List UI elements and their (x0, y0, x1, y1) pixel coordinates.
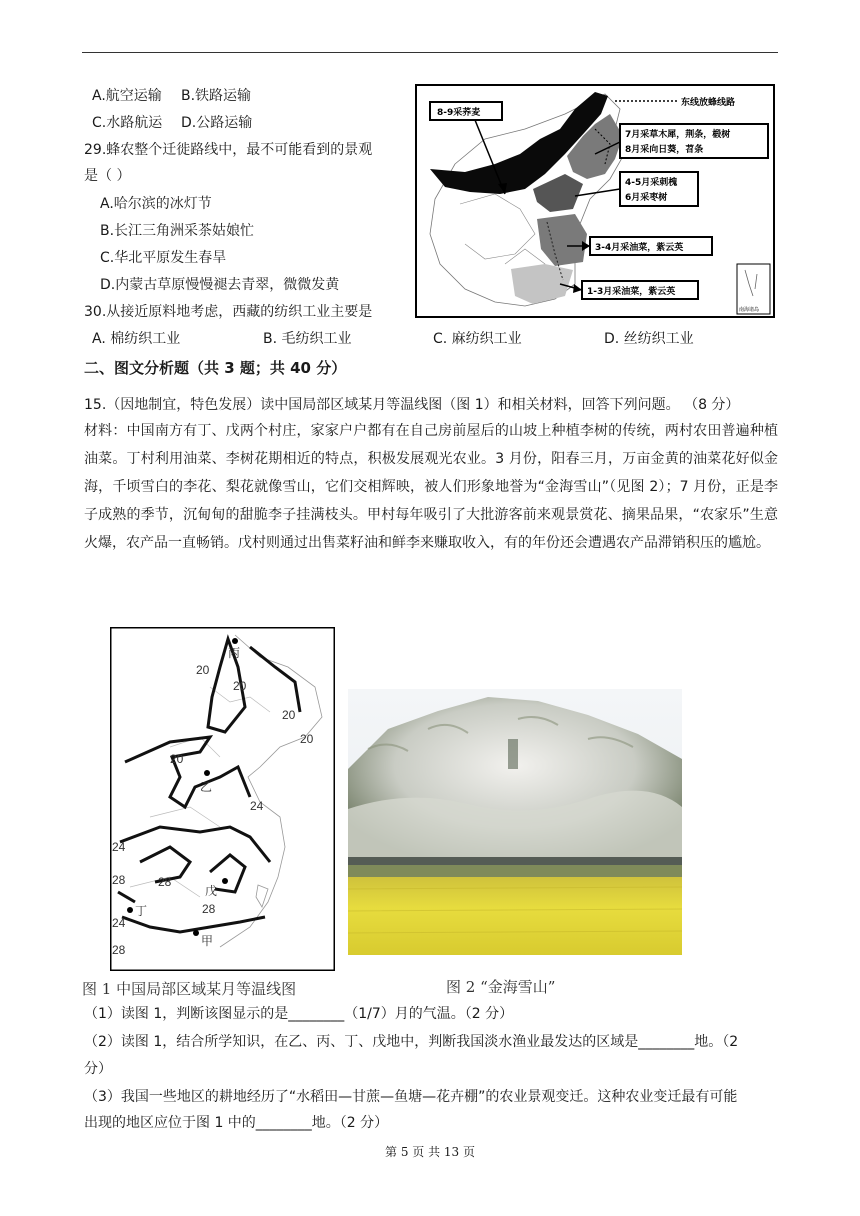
q30-stem: 30.从接近原料地考虑，西藏的纺织工业主要是 (84, 304, 373, 320)
q29-option-a: A.哈尔滨的冰灯节 (100, 196, 212, 212)
place-yi: 乙 (200, 780, 213, 794)
place-wu: 戊 (205, 884, 218, 898)
q28-option-c: C.水路航运 (92, 115, 163, 131)
isotherm-label: 28 (112, 943, 126, 957)
label-buckwheat: 8-9采荞麦 (437, 108, 481, 118)
isotherm-label: 20 (282, 708, 296, 722)
q15-sub2: （2）读图 1，结合所学知识，在乙、丙、丁、戊地中，判断我国淡水渔业最发达的区域是________地。（2 (84, 1034, 739, 1050)
q30-option-d: D. 丝纺织工业 (604, 331, 694, 347)
q28-option-d: D.公路运输 (181, 115, 253, 131)
q28-option-a: A.航空运输 (92, 88, 162, 104)
section-title: 二、图文分析题（共 3 题；共 40 分） (84, 359, 347, 377)
isotherm-label: 20 (170, 752, 184, 766)
label-aug: 8月采向日葵，苕条 (625, 145, 704, 155)
fig2-caption: 图 2 “金海雪山” (446, 978, 556, 996)
isotherm-label: 20 (233, 679, 247, 693)
golden-sea-snow-mountain-photo (348, 689, 682, 955)
label-mar-apr: 3-4月采油菜，紫云英 (595, 243, 684, 253)
q15-material: 材料：中国南方有丁、戊两个村庄，家家户户都有在自己房前屋后的山坡上种植李树的传统，两村农田普遍种植油菜。丁村利用油菜、李树花期相近的特点，积极发展观光农业。3 月份，阳春三月，万亩金黄的油菜花好似金海，千顷雪白的李花、梨花就像雪山，它们交相辉映，被人们形象地誉为“金海雪山”（见图 2）；7 月份，正是李子成熟的季节，沉甸甸的甜脆李子挂满枝头。甲村每年吸引了大批游客前来观景赏花、摘果品果，“农家乐”生意火爆，农产品一直畅销。戊村则通过出售菜籽油和鲜李来赚取收入，有的年份还会遭遇农产品滞销积压的尴尬。 (84, 423, 778, 551)
label-apr-may: 4-5月采刺槐 (625, 178, 678, 188)
label-jul: 7月采草木犀，荆条，椴树 (625, 130, 731, 140)
q29-option-b: B.长江三角洲采茶姑娘忙 (100, 223, 255, 239)
q30-option-a: A. 棉纺织工业 (92, 331, 181, 347)
q15-sub3-cont: 出现的地区应位于图 1 中的________地。（2 分） (84, 1115, 389, 1131)
q15-sub3: （3）我国一些地区的耕地经历了“水稻田—甘蔗—鱼塘—花卉棚”的农业景观变迁。这种农业变迁最有可能 (84, 1089, 738, 1105)
isotherm-label: 20 (196, 663, 210, 677)
q15-intro: 15.（因地制宜，特色发展）读中国局部区域某月等温线图（图 1）和相关材料，回答下列问题。 （8 分） (84, 397, 740, 413)
legend-route: 东线放蜂线路 (681, 98, 736, 108)
isotherm-label: 24 (112, 840, 126, 854)
isotherm-label: 24 (112, 916, 126, 930)
q28-option-b: B.铁路运输 (181, 88, 252, 104)
header-rule (82, 52, 778, 53)
isotherm-label: 20 (300, 732, 314, 746)
place-bing: 丙 (228, 646, 241, 660)
q29-option-d: D.内蒙古草原慢慢褪去青翠，微微发黄 (100, 277, 340, 293)
isotherm-label: 28 (112, 873, 126, 887)
isotherm-label: 28 (202, 902, 216, 916)
bee-migration-map (415, 84, 775, 318)
q30-option-b: B. 毛纺织工业 (263, 331, 352, 347)
q29-option-c: C.华北平原发生春旱 (100, 250, 227, 266)
q15-sub1: （1）读图 1，判断该图显示的是________（1/7）月的气温。（2 分） (84, 1006, 514, 1022)
label-jan-mar: 1-3月采油菜，紫云英 (587, 287, 676, 297)
page-footer: 第 5 页 共 13 页 (385, 1145, 475, 1159)
q29-stem-cont: 是（ ） (84, 168, 131, 184)
isotherm-label: 28 (158, 875, 172, 889)
place-ding: 丁 (135, 904, 148, 918)
q30-option-c: C. 麻纺织工业 (433, 331, 522, 347)
q29-stem: 29.蜂农整个迁徙路线中，最不可能看到的景观 (84, 142, 373, 158)
place-jia: 甲 (201, 934, 214, 948)
label-jun: 6月采枣树 (625, 193, 668, 203)
inset-label: 南海诸岛 (739, 307, 760, 313)
isotherm-map (110, 627, 335, 971)
fig1-caption: 图 1 中国局部区域某月等温线图 (82, 980, 297, 998)
q15-sub2-cont: 分） (84, 1061, 112, 1077)
isotherm-label: 24 (250, 799, 264, 813)
